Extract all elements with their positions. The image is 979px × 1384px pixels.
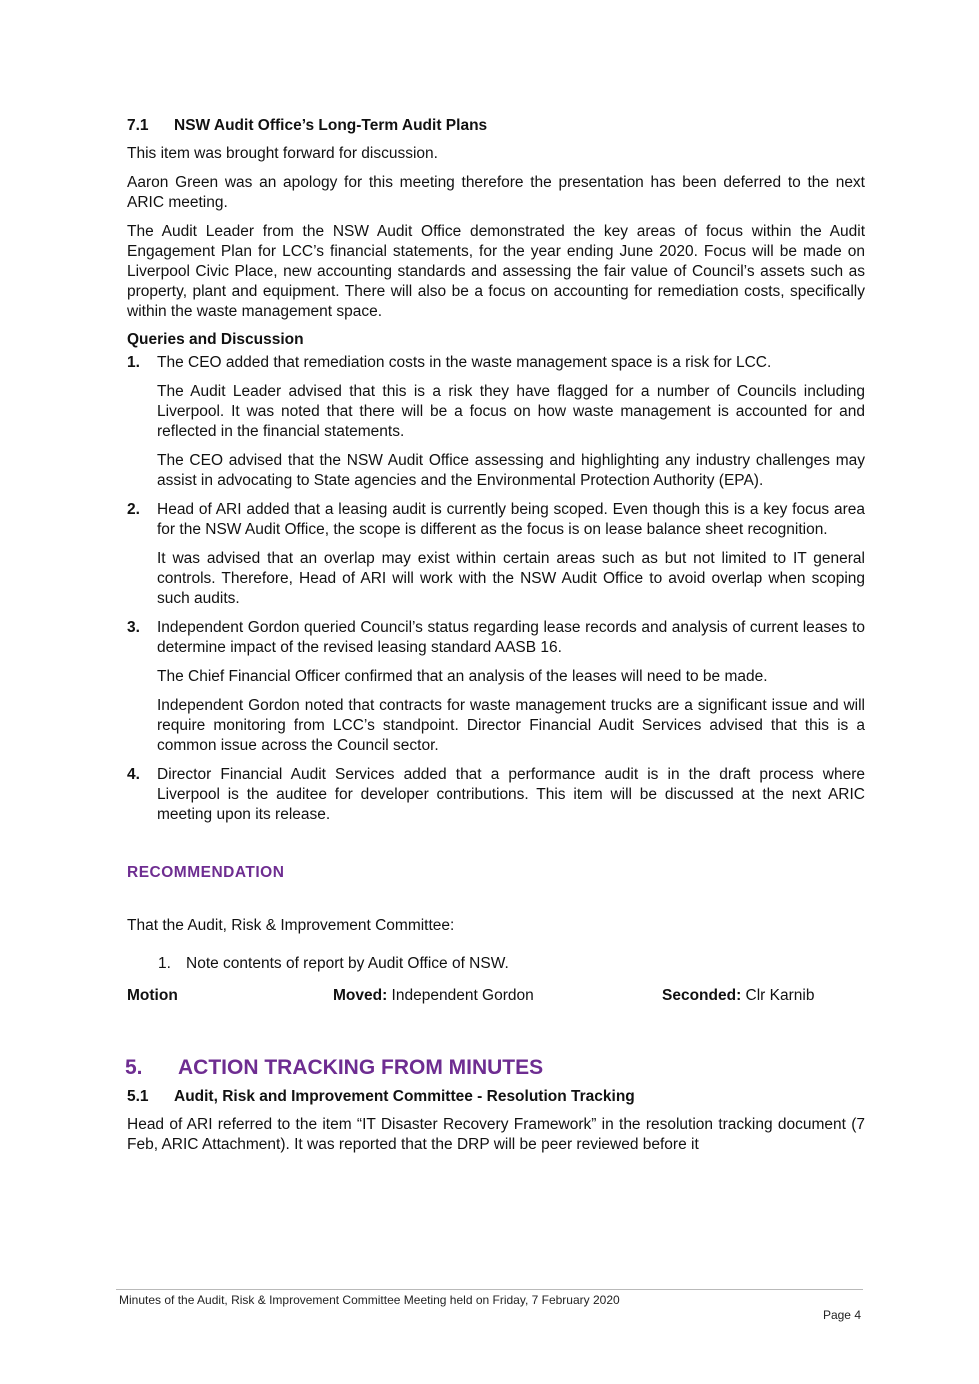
- section-5-heading: [125, 1056, 865, 1080]
- recommendation-text: Note contents of report by Audit Office of NSW.: [186, 955, 509, 972]
- recommendation-heading: RECOMMENDATION: [127, 864, 285, 881]
- section-number: 5.1: [127, 1088, 149, 1105]
- seconded-label: Seconded:: [662, 987, 742, 1004]
- motion-label: Motion: [127, 987, 178, 1004]
- seconded-by: [662, 986, 814, 1006]
- paragraph: Head of ARI added that a leasing audit is currently being scoped. Even though this is a key focus area for the NSW Audit Office, the scope is different as the focus is on lease balance sheet recognition.: [157, 501, 865, 538]
- footer-divider: [116, 1289, 863, 1290]
- motion-row: [127, 986, 865, 1006]
- seconded-value: Clr Karnib: [741, 987, 815, 1004]
- page-number: Page 4: [822, 1308, 861, 1322]
- moved-value: Independent Gordon: [387, 987, 534, 1004]
- query-item: [127, 618, 865, 765]
- query-number: 2.: [127, 501, 140, 518]
- paragraph: The Chief Financial Officer confirmed that an analysis of the leases will need to be made.: [157, 668, 768, 685]
- paragraph: Head of ARI referred to the item “IT Disaster Recovery Framework” in the resolution tracking document (7 Feb, ARIC Attachment). It was reported that the DRP will be peer reviewed before it: [127, 1116, 865, 1153]
- queries-heading: Queries and Discussion: [127, 331, 304, 348]
- query-item: [127, 500, 865, 618]
- paragraph: It was advised that an overlap may exist within certain areas such as but not limited to IT general controls. Therefore, Head of ARI will work with the NSW Audit Office to avoid overlap when scoping such audits.: [157, 550, 865, 607]
- moved-label: Moved:: [333, 987, 388, 1004]
- section-title: ACTION TRACKING FROM MINUTES: [178, 1056, 544, 1079]
- paragraph: Independent Gordon noted that contracts for waste management trucks are a significant issue and will require monitoring from LCC’s standpoint. Director Financial Audit Services advised that this is a common issue across the Council sector.: [157, 697, 865, 754]
- paragraph: Independent Gordon queried Council’s status regarding lease records and analysis of current leases to determine impact of the revised leasing standard AASB 16.: [157, 619, 865, 656]
- paragraph: The Audit Leader from the NSW Audit Office demonstrated the key areas of focus within the Audit Engagement Plan for LCC’s financial statements, for the year ending June 2020. Focus will be made on Liverpool Civic Place, new accounting standards and assessing the fair value of Council’s assets such as property, plant and equipment. There will also be a focus on accounting for remediation costs, specifically within the waste management space.: [127, 223, 865, 320]
- query-item: [127, 765, 865, 834]
- paragraph: This item was brought forward for discussion.: [127, 145, 438, 162]
- section-number: 5.: [125, 1056, 143, 1079]
- paragraph: Director Financial Audit Services added that a performance audit is in the draft process where Liverpool is the auditee for developer contributions. This item will be discussed at the next ARIC meeting upon its release.: [157, 766, 865, 823]
- paragraph: The Audit Leader advised that this is a risk they have flagged for a number of Councils including Liverpool. It was noted that there will be a focus on how waste management is accounted for and reflected in the financial statements.: [157, 383, 865, 440]
- page-content: [127, 117, 865, 1164]
- moved-by: [333, 986, 662, 1006]
- recommendation-item: [158, 954, 865, 974]
- query-number: 4.: [127, 766, 140, 783]
- paragraph: The CEO added that remediation costs in the waste management space is a risk for LCC.: [157, 354, 772, 371]
- section-title: NSW Audit Office’s Long-Term Audit Plans: [174, 117, 488, 134]
- paragraph: The CEO advised that the NSW Audit Office assessing and highlighting any industry challenges may assist in advocating to State agencies and the Environmental Protection Authority (EPA).: [157, 452, 865, 489]
- paragraph: Aaron Green was an apology for this meeting therefore the presentation has been deferred to the next ARIC meeting.: [127, 174, 865, 211]
- section-title: Audit, Risk and Improvement Committee - Resolution Tracking: [174, 1088, 635, 1105]
- footer-text: Minutes of the Audit, Risk & Improvement Committee Meeting held on Friday, 7 February 2020: [119, 1293, 620, 1307]
- query-number: 1.: [127, 354, 140, 371]
- recommendation-intro: That the Audit, Risk & Improvement Committee:: [127, 917, 455, 934]
- query-number: 3.: [127, 619, 140, 636]
- section-5-1-heading: [127, 1088, 865, 1106]
- query-item: [127, 353, 865, 500]
- section-number: 7.1: [127, 117, 149, 134]
- recommendation-number: 1.: [158, 955, 171, 972]
- section-7-1-heading: [127, 117, 865, 135]
